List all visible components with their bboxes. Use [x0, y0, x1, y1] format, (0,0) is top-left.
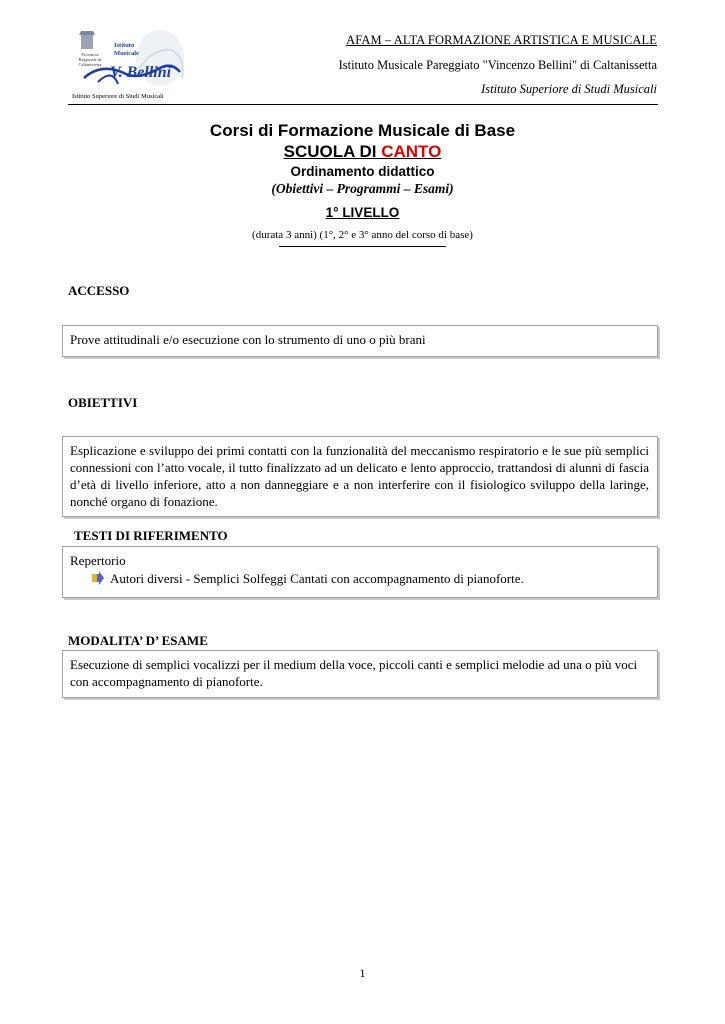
- testi-item-text: Autori diversi - Semplici Solfeggi Cantati con accompagnamento di pianoforte.: [110, 571, 524, 586]
- logo-signature: V. Bellini: [110, 64, 172, 81]
- header-divider: [68, 104, 658, 105]
- section-title-accesso: ACCESSO: [68, 283, 130, 298]
- logo-caption: Istituto Superiore di Studi Musicali: [72, 93, 164, 100]
- testi-label: Repertorio: [70, 553, 126, 568]
- header-line-afam: AFAM – ALTA FORMAZIONE ARTISTICA E MUSICALE: [346, 33, 657, 47]
- section-box-obiettivi: [62, 436, 658, 517]
- title-subtitle: (Obiettivi – Programmi – Esami): [271, 181, 454, 196]
- title-school: [0, 142, 725, 162]
- section-title-esame: MODALITA’ D’ ESAME: [68, 633, 208, 648]
- institute-label: Istituto Musicale: [114, 42, 139, 57]
- page-number: 1: [359, 966, 366, 980]
- title-school-prefix: SCUOLA DI: [283, 142, 382, 161]
- obiettivi-text: Esplicazione e sviluppo dei primi contatti con la funzionalità del meccanismo respiratorio e le sue più semplici connessioni con l’atto vocale, il tutto finalizzato ad un delicato e lento approccio, trattandosi di alunni di fascia d’età di livello inferiore, atto a non danneggiare e a non interferire con il fisiologico sviluppo della laringe, nonché organo di fonazione.: [70, 443, 649, 509]
- header-line-superior: Istituto Superiore di Studi Musicali: [481, 82, 657, 96]
- institute-logo: [68, 28, 198, 106]
- accesso-text: Prove attitudinali e/o esecuzione con lo strumento di uno o più brani: [70, 332, 426, 347]
- section-box-testi: [62, 546, 658, 598]
- section-box-esame: [62, 650, 658, 698]
- header-line-institute: Istituto Musicale Pareggiato "Vincenzo Bellini" di Caltanissetta: [338, 58, 657, 72]
- testi-bullet-item: [91, 570, 649, 587]
- title-school-highlight: CANTO: [381, 142, 442, 161]
- section-title-testi: TESTI DI RIFERIMENTO: [74, 528, 228, 543]
- duration-underline: [279, 246, 446, 247]
- province-label: Provincia Regionale di Caltanissetta: [78, 52, 102, 67]
- section-title-obiettivi: OBIETTIVI: [68, 395, 138, 410]
- section-box-accesso: [62, 325, 658, 357]
- title-duration: (durata 3 anni) (1°, 2° e 3° anno del corso di base): [252, 229, 473, 241]
- title-courses: Corsi di Formazione Musicale di Base: [209, 121, 516, 140]
- esame-text: Esecuzione di semplici vocalizzi per il medium della voce, piccoli canti e semplici melodie ad una o più voci con accompagnamento di pianoforte.: [70, 657, 638, 689]
- arrow-bullet-icon: [91, 571, 105, 585]
- title-ordinamento: Ordinamento didattico: [290, 164, 435, 179]
- title-level: 1° LIVELLO: [325, 205, 400, 220]
